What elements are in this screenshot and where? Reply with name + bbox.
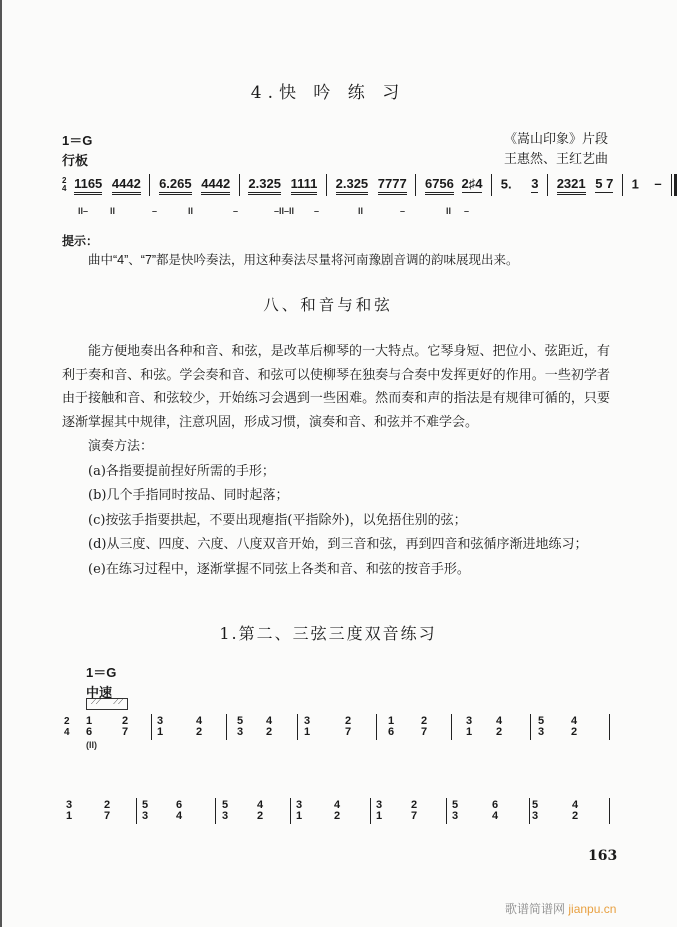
dyad-bottom: 1 [304, 726, 311, 738]
dyad-bottom: 3 [532, 810, 539, 822]
final-barline [671, 174, 677, 196]
note-group: 2.325 [336, 176, 369, 195]
dyad-top: 3 [296, 799, 303, 811]
method-item: (c)按弦手指要拱起，不要出现瘪指(平指除外)，以免捂住别的弦； [88, 512, 467, 528]
dyad-top: 6 [492, 799, 499, 811]
note-group: 6756 [425, 176, 454, 195]
dyad-top: 5 [452, 799, 459, 811]
dyad-bottom: 2 [496, 726, 503, 738]
dyad [296, 800, 302, 822]
exercise1-key: 1＝G [86, 665, 117, 680]
dyad [466, 716, 472, 738]
dyad [266, 716, 272, 738]
section-paragraph: 能方便地奏出各种和音、和弦，是改革后柳琴的一大特点。它琴身短、把位小、弦距近，有利于奏和音、和弦。学会奏和音、和弦可以使柳琴在独奏与合奏中发挥更好的作用。一些初学者由于接触和音、和弦较少，开始练习会遇到一些困难。然而奏和声的指法是有规律可循的，只要逐渐掌握其中规律，注意巩固，形成习惯，演奏和音、和弦并不难学会。 [62, 344, 610, 430]
exercise4-title: 4.快 吟 练 习 [250, 83, 406, 103]
dyad-bottom: 6 [388, 726, 395, 738]
dyad-bottom: 1 [466, 726, 473, 738]
methods-list [88, 435, 587, 582]
dyad [572, 800, 578, 822]
dyad [334, 800, 340, 822]
dyad-bottom: 7 [122, 726, 129, 738]
note-group: 5 7 [595, 176, 614, 192]
fingering: – [464, 206, 470, 216]
dyad-top: 4 [496, 715, 503, 727]
barline [529, 798, 530, 824]
dyad-top: 4 [196, 715, 203, 727]
note-group: 2321 [557, 176, 586, 195]
exercise4-tempo: 行板 [62, 153, 89, 168]
dyad-top: 4 [572, 799, 579, 811]
fingering: – [152, 206, 158, 216]
dyad-top: 4 [257, 799, 264, 811]
dyad [196, 716, 202, 738]
note-group: 3 [531, 176, 539, 192]
dyad-bottom: 7 [421, 726, 428, 738]
dyad-top: 2 [122, 715, 129, 727]
dyad-top: 1 [86, 715, 93, 727]
barline [376, 714, 377, 740]
fingering: – [233, 206, 239, 216]
dyad [104, 800, 110, 822]
dyad-bottom: 3 [142, 810, 149, 822]
barline [547, 174, 548, 196]
dyad-top: 1 [388, 715, 395, 727]
dyad [142, 800, 148, 822]
dyad [492, 800, 498, 822]
exercise4-key: 1＝G [62, 133, 93, 148]
dyad-bottom: 3 [452, 810, 459, 822]
fingering: II– [78, 206, 89, 216]
dyad-bottom: 1 [376, 810, 383, 822]
dyad [421, 716, 427, 738]
hint-text: 曲中“4”、“7”都是快吟奏法，用这种奏法尽量将河南豫剧音调的韵味展现出来。 [88, 253, 519, 267]
note-group: 4442 [201, 176, 230, 195]
dyad-bottom: 2 [196, 726, 203, 738]
dyad-top: 2 [104, 799, 111, 811]
method-item: (d)从三度、四度、六度、八度双音开始，到三音和弦，再到四音和弦循序渐进地练习； [88, 537, 588, 552]
dyad-bottom: 2 [572, 810, 579, 822]
dyad-top: 3 [466, 715, 473, 727]
dyad [122, 716, 128, 738]
barline [530, 714, 531, 740]
dyad-top: 5 [237, 715, 244, 727]
dyad-top: 3 [304, 715, 311, 727]
tremolo-bracket: ⟋⟋ ⟋⟋ [86, 698, 128, 710]
barline [451, 714, 452, 740]
dyad [257, 800, 263, 822]
section-title: 八、和音与和弦 [263, 296, 393, 314]
exercise1-tempo: 中速 [86, 685, 113, 700]
fingering: II [446, 206, 452, 216]
dyad-bottom: 7 [345, 726, 352, 738]
dyad [532, 800, 538, 822]
dyad-bottom: 2 [257, 810, 264, 822]
dyad-top: 6 [176, 799, 183, 811]
dyad [222, 800, 228, 822]
dyad-top: 2 [421, 715, 428, 727]
barline [415, 174, 416, 196]
note-group: 5. [500, 176, 512, 192]
time-signature: 2 4 [62, 176, 67, 193]
dyad-bottom: 7 [104, 810, 111, 822]
exercise4-source: 《嵩山印象》片段 [503, 132, 608, 147]
barline [297, 714, 298, 740]
dyad-top: 5 [222, 799, 229, 811]
barline [151, 714, 152, 740]
note-group: 2.325 [248, 176, 281, 195]
barline [622, 174, 623, 196]
fingering: –II–II [274, 206, 295, 216]
page-number: 163 [588, 848, 618, 864]
note-group: 2♯4 [461, 176, 483, 192]
dyad-bottom: 1 [66, 810, 73, 822]
note-group: – [654, 176, 662, 192]
barline [446, 798, 447, 824]
exercise4-score [62, 174, 677, 196]
barline [149, 174, 150, 196]
exercise4-composer: 王惠然、王红艺曲 [503, 152, 608, 167]
note-group: 4442 [112, 176, 141, 195]
dyad-top: 2 [345, 715, 352, 727]
dyad [452, 800, 458, 822]
dyad-bottom: 2 [266, 726, 273, 738]
exercise1-title: 1.第二、三弦三度双音练习 [219, 624, 437, 643]
method-item: (e)在练习过程中，逐渐掌握不同弦上各类和音、和弦的按音手形。 [88, 561, 470, 577]
dyad-top: 5 [532, 799, 539, 811]
dyad [304, 716, 310, 738]
string-mark: (II) [86, 740, 97, 750]
note-group: 1111 [291, 176, 318, 195]
barline [491, 174, 492, 196]
barline [609, 714, 610, 740]
dyad-top: 5 [142, 799, 149, 811]
dyad-top: 4 [571, 715, 578, 727]
note-group: 6.265 [159, 176, 192, 195]
dyad-bottom: 1 [296, 810, 303, 822]
note-group: 7777 [378, 176, 407, 195]
dyad-bottom: 6 [86, 726, 93, 738]
dyad [345, 716, 351, 738]
barline [326, 174, 327, 196]
dyad-top: 3 [66, 799, 73, 811]
fingering: – [314, 206, 320, 216]
fingering: II [188, 206, 194, 216]
dyad-bottom: 4 [176, 810, 183, 822]
dyad-top: 3 [376, 799, 383, 811]
dyad-top: 2 [411, 799, 418, 811]
page-edge [0, 0, 2, 927]
method-item: (b)几个手指同时按品、同时起落； [88, 488, 289, 503]
dyad [538, 716, 544, 738]
watermark: 歌谱简谱网 jianpu.cn [505, 902, 617, 916]
dyad [571, 716, 577, 738]
dyad-top: 5 [538, 715, 545, 727]
dyad [176, 800, 182, 822]
note-group: 1165 [74, 176, 102, 195]
fingering: II [110, 206, 116, 216]
dyad-bottom: 3 [237, 726, 244, 738]
note-group: 1 [631, 176, 639, 192]
dyad [496, 716, 502, 738]
hint-label: 提示： [62, 234, 99, 248]
dyad-bottom: 3 [222, 810, 229, 822]
method-item: (a)各指要提前捏好所需的手形； [88, 463, 275, 479]
dyad-bottom: 1 [157, 726, 164, 738]
barline [136, 798, 137, 824]
dyad-bottom: 4 [492, 810, 499, 822]
barline [226, 714, 227, 740]
methods-label: 演奏方法： [88, 439, 154, 454]
time-signature: 2 4 [64, 716, 70, 738]
barline [215, 798, 216, 824]
barline [609, 798, 610, 824]
dyad [157, 716, 163, 738]
dyad [388, 716, 394, 738]
dyad-top: 4 [334, 799, 341, 811]
barline [290, 798, 291, 824]
fingering: – [400, 206, 406, 216]
dyad-top: 4 [266, 715, 273, 727]
barline [239, 174, 240, 196]
fingering: II [358, 206, 364, 216]
dyad [66, 800, 72, 822]
dyad-bottom: 7 [411, 810, 418, 822]
dyad [376, 800, 382, 822]
dyad-top: 3 [157, 715, 164, 727]
dyad-bottom: 3 [538, 726, 545, 738]
dyad-bottom: 2 [571, 726, 578, 738]
dyad [237, 716, 243, 738]
dyad [411, 800, 417, 822]
dyad [86, 716, 92, 738]
barline [370, 798, 371, 824]
dyad-bottom: 2 [334, 810, 341, 822]
